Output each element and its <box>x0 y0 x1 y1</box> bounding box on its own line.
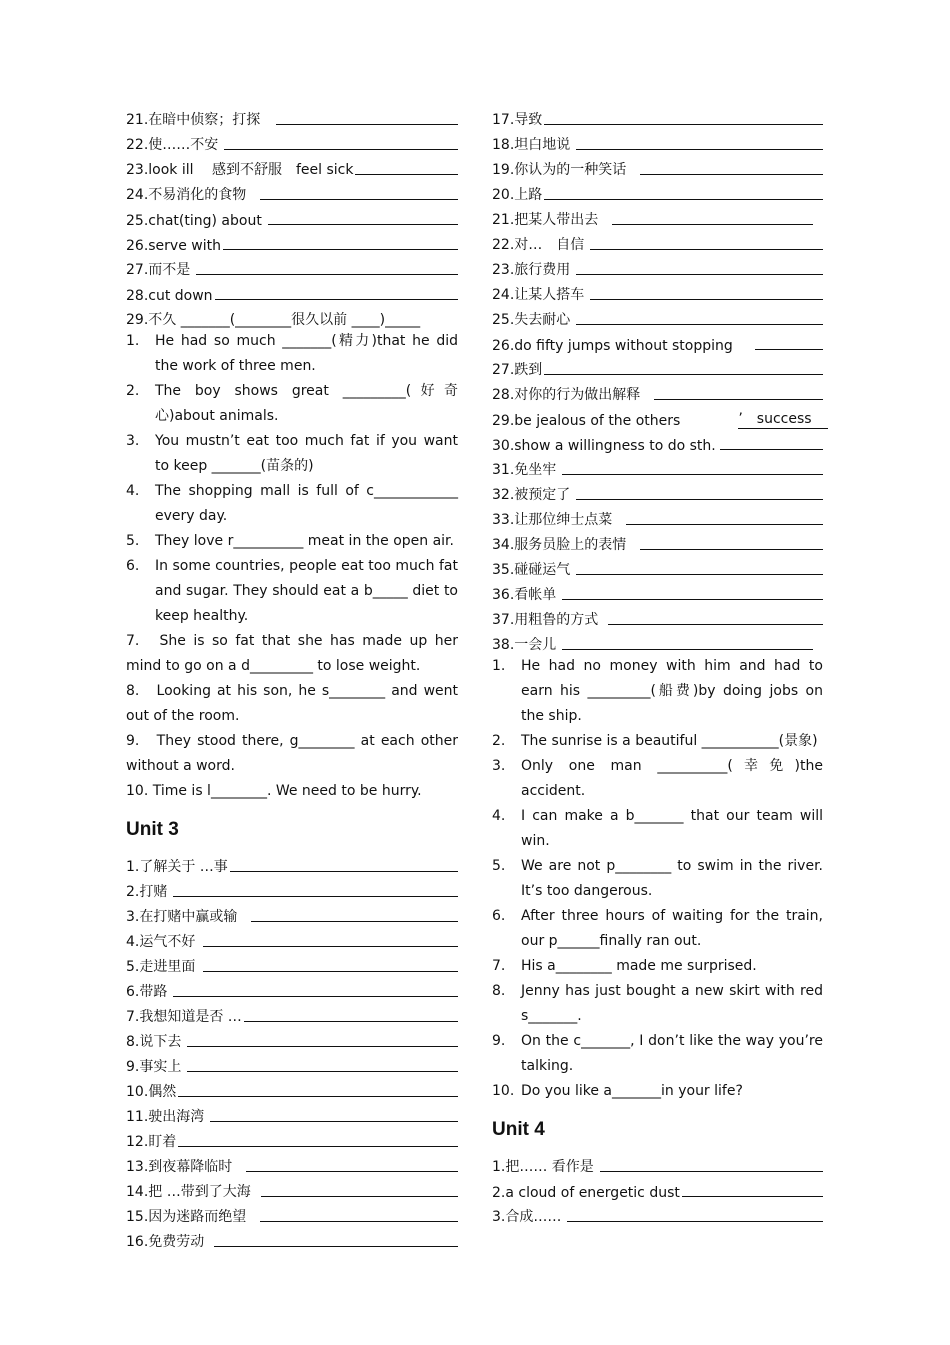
vocab-row <box>492 1176 823 1201</box>
vocab-phrase: 25.失去耐心 <box>492 312 571 328</box>
question-paragraph: 8. Looking at his son, he s________ and went out of the room. <box>126 683 458 724</box>
vocab-phrase: 36.看帐单 <box>492 587 557 603</box>
question-text: The boy shows great _________(好奇心)about animals. <box>155 383 458 424</box>
question-number: 4. <box>126 483 140 499</box>
vocab-phrase: 1.了解关于 …事 <box>126 859 228 875</box>
question-text: He had no money with him and had to earn his _________(船费)by doing jobs on the ship. <box>521 658 823 724</box>
answer-blank-line[interactable] <box>244 1021 458 1022</box>
vocab-row <box>126 254 458 279</box>
fill-in-questions-right <box>492 654 823 1104</box>
answer-blank-line[interactable] <box>562 649 813 650</box>
vocab-row-29 <box>492 404 823 429</box>
vocab-phrase: 13.到夜幕降临时 <box>126 1159 233 1175</box>
answer-blank-line[interactable] <box>178 1146 458 1147</box>
vocab-row <box>126 229 458 254</box>
question-item <box>492 854 823 904</box>
question-item <box>492 1029 823 1079</box>
vocab-phrase: 19.你认为的一种笑话 <box>492 162 627 178</box>
vocab-row <box>126 1001 458 1026</box>
answer-blank-line[interactable] <box>276 124 458 125</box>
vocab-row <box>492 129 823 154</box>
question-number: 5. <box>492 858 506 874</box>
vocab-row <box>492 454 823 479</box>
vocab-list-unit2-left <box>126 104 458 304</box>
fill-in-paragraphs-left <box>126 629 458 804</box>
vocab-row <box>492 104 823 129</box>
vocab-row <box>492 504 823 529</box>
question-item <box>492 654 823 729</box>
vocab-phrase: 15.因为迷路而绝望 <box>126 1209 247 1225</box>
vocab-row <box>492 304 823 329</box>
vocab-row <box>126 976 458 1001</box>
question-item <box>492 954 823 979</box>
answer-blank-line[interactable] <box>544 374 823 375</box>
question-number: 6. <box>126 558 140 574</box>
question-number: 5. <box>126 533 140 549</box>
vocab-row-30 <box>492 429 823 454</box>
vocab-row <box>126 1151 458 1176</box>
question-number: 10. <box>492 1083 515 1099</box>
vocab-phrase: 3.在打赌中赢或输 <box>126 909 238 925</box>
answer-blank-line[interactable] <box>567 1221 823 1222</box>
vocab-phrase: 37.用粗鲁的方式 <box>492 612 599 628</box>
question-number: 3. <box>492 758 506 774</box>
vocab-phrase: 26.do fifty jumps without stopping <box>492 338 733 354</box>
answer-blank-line[interactable] <box>203 971 458 972</box>
vocab-phrase: 16.免费劳动 <box>126 1234 205 1250</box>
vocab-row <box>126 1176 458 1201</box>
vocab-phrase: 2.打赌 <box>126 884 168 900</box>
answer-blank-line[interactable] <box>654 399 823 400</box>
vocab-row <box>492 604 823 629</box>
question-text: You mustn’t eat too much fat if you want to keep _______(苗条的) <box>155 433 458 474</box>
vocab-row <box>492 154 823 179</box>
vocab-phrase: 28.cut down <box>126 288 213 304</box>
vocab-row <box>126 129 458 154</box>
answer-blank-line[interactable] <box>260 1221 458 1222</box>
question-text: On the c_______, I don’t like the way you’re talking. <box>521 1033 823 1074</box>
left-column <box>126 104 458 1251</box>
answer-blank-line[interactable] <box>590 249 823 250</box>
vocab-row <box>492 579 823 604</box>
vocab-list-unit4 <box>492 1151 823 1226</box>
vocab-phrase: 29.不久 _______(________很久以前 ____)_____ <box>126 312 421 328</box>
vocab-row <box>492 204 823 229</box>
vocab-phrase: 24.让某人搭车 <box>492 287 585 303</box>
vocab-row-29 <box>126 304 458 329</box>
question-text: He had so much _______(精力)that he did the work of three men. <box>155 333 458 374</box>
answer-blank-line[interactable] <box>576 324 823 325</box>
vocab-phrase: 27.而不是 <box>126 262 191 278</box>
answer-blank-line[interactable] <box>196 274 458 275</box>
answer-blank-line[interactable] <box>544 124 823 125</box>
answer-blank-line[interactable] <box>214 1246 458 1247</box>
question-item <box>492 979 823 1029</box>
question-number: 7. <box>492 958 506 974</box>
fill-in-questions-left <box>126 329 458 629</box>
question-text: In some countries, people eat too much fat and sugar. They should eat a b_____ diet to keep healthy. <box>155 558 458 624</box>
vocab-row <box>492 1151 823 1176</box>
answer-blank-line[interactable] <box>576 149 823 150</box>
vocab-phrase: 4.运气不好 <box>126 934 196 950</box>
answer-blank-line[interactable] <box>224 149 458 150</box>
question-text: We are not p________ to swim in the river. It’s too dangerous. <box>521 858 823 899</box>
question-item <box>126 554 458 629</box>
vocab-row <box>126 154 458 179</box>
answer-blank-line[interactable] <box>608 624 823 625</box>
question-item <box>492 804 823 854</box>
vocab-phrase: 26.serve with <box>126 238 221 254</box>
vocab-phrase: 6.带路 <box>126 984 168 1000</box>
vocab-phrase: 22.对… 自信 <box>492 237 585 253</box>
vocab-row <box>126 204 458 229</box>
vocab-row <box>126 1076 458 1101</box>
question-number: 9. <box>492 1033 506 1049</box>
answer-blank-line[interactable] <box>612 224 813 225</box>
answer-blank-line[interactable] <box>268 224 458 225</box>
question-number: 6. <box>492 908 506 924</box>
answer-blank-line[interactable] <box>720 449 823 450</box>
vocab-list-unit2-right-2 <box>492 354 823 404</box>
vocab-phrase: 33.让那位绅士点菜 <box>492 512 613 528</box>
vocab-row <box>492 229 823 254</box>
answer-blank-line[interactable] <box>187 1046 458 1047</box>
vocab-phrase: 11.驶出海湾 <box>126 1109 205 1125</box>
question-text: Only one man __________(幸免)the accident. <box>521 758 823 799</box>
unit-3-heading: Unit 3 <box>126 819 179 840</box>
vocab-row <box>492 529 823 554</box>
question-item <box>492 754 823 804</box>
vocab-row <box>126 179 458 204</box>
answer-blank-line[interactable] <box>576 274 823 275</box>
vocab-phrase: 12.盯着 <box>126 1134 177 1150</box>
answer-blank-line[interactable] <box>251 921 458 922</box>
question-item <box>492 1079 823 1104</box>
question-item <box>126 479 458 529</box>
question-item <box>126 329 458 379</box>
question-text: His a________ made me surprised. <box>521 958 757 974</box>
answer-blank-line[interactable] <box>562 474 823 475</box>
vocab-row <box>492 629 823 654</box>
vocab-phrase: 14.把 …带到了大海 <box>126 1184 251 1200</box>
answer-blank-line[interactable] <box>355 174 458 175</box>
answer-blank-line[interactable] <box>562 599 823 600</box>
question-paragraph: 10. Time is l________. We need to be hurry. <box>126 783 422 799</box>
vocab-phrase: 20.上路 <box>492 187 543 203</box>
answer-blank-line[interactable] <box>215 299 458 300</box>
answer-blank-line[interactable] <box>755 349 823 350</box>
vocab-phrase: 5.走进里面 <box>126 959 196 975</box>
vocab-row <box>126 926 458 951</box>
question-item <box>492 904 823 954</box>
vocab-phrase: 7.我想知道是否 … <box>126 1009 242 1025</box>
vocab-row <box>126 1051 458 1076</box>
answer-blank-line[interactable] <box>682 1196 823 1197</box>
vocab-phrase: 27.跌到 <box>492 362 543 378</box>
vocab-phrase: 8.说下去 <box>126 1034 182 1050</box>
question-text: I can make a b_______ that our team will win. <box>521 808 823 849</box>
question-number: 1. <box>492 658 506 674</box>
vocab-phrase: 1.把…… 看作是 <box>492 1159 594 1175</box>
question-paragraph: 9. They stood there, g________ at each other without a word. <box>126 733 458 774</box>
question-paragraph: 7. She is so fat that she has made up her mind to go on a d_________ to lose weight. <box>126 633 458 674</box>
answer-blank-line[interactable] <box>576 574 823 575</box>
vocab-phrase: 28.对你的行为做出解释 <box>492 387 641 403</box>
vocab-row <box>126 851 458 876</box>
vocab-row-26 <box>492 329 823 354</box>
question-item <box>126 429 458 479</box>
vocab-row <box>126 1026 458 1051</box>
answer-blank-line[interactable] <box>178 1096 458 1097</box>
vocab-phrase: 34.服务员脸上的表情 <box>492 537 627 553</box>
answer-blank-line[interactable] <box>246 1171 458 1172</box>
vocab-row <box>492 379 823 404</box>
vocab-row <box>126 1226 458 1251</box>
answer-blank-line[interactable] <box>203 946 458 947</box>
answer-blank-line[interactable] <box>544 199 823 200</box>
question-text: They love r__________ meat in the open air. <box>155 533 454 549</box>
vocab-row <box>492 1201 823 1226</box>
vocab-phrase: 29.be jealous of the others <box>492 413 681 429</box>
vocab-list-unit2-right-3 <box>492 454 823 654</box>
vocab-row <box>126 951 458 976</box>
vocab-phrase: 24.不易消化的食物 <box>126 187 247 203</box>
vocab-phrase: 17.导致 <box>492 112 543 128</box>
answer-blank-line[interactable] <box>640 174 823 175</box>
vocab-row <box>126 1126 458 1151</box>
vocab-phrase: 9.事实上 <box>126 1059 182 1075</box>
unit-4-heading: Unit 4 <box>492 1119 545 1140</box>
vocab-phrase: 23.旅行费用 <box>492 262 571 278</box>
vocab-row <box>126 1201 458 1226</box>
vocab-phrase: 35.碰碰运气 <box>492 562 571 578</box>
answer-blank-line[interactable] <box>576 499 823 500</box>
question-number: 4. <box>492 808 506 824</box>
vocab-row <box>126 279 458 304</box>
vocab-row <box>126 104 458 129</box>
question-text: The sunrise is a beautiful ___________(景象) <box>521 733 818 749</box>
vocab-phrase: 31.免坐牢 <box>492 462 557 478</box>
question-text: Jenny has just bought a new skirt with red s_______. <box>521 983 823 1024</box>
vocab-row <box>492 479 823 504</box>
answer-blank-line[interactable] <box>600 1171 823 1172</box>
question-number: 1. <box>126 333 140 349</box>
answer-blank-with-text[interactable]: ’ success <box>738 408 827 429</box>
vocab-list-unit2-right <box>492 104 823 329</box>
question-item <box>126 529 458 554</box>
vocab-phrase: 2.a cloud of energetic dust <box>492 1185 680 1201</box>
vocab-row <box>126 876 458 901</box>
question-item <box>126 379 458 429</box>
answer-blank-line[interactable] <box>590 299 823 300</box>
answer-blank-line[interactable] <box>210 1121 458 1122</box>
vocab-phrase: 25.chat(ting) about <box>126 213 262 229</box>
vocab-phrase: 22.使……不安 <box>126 137 219 153</box>
vocab-phrase: 3.合成…… <box>492 1209 562 1225</box>
answer-blank-line[interactable] <box>230 871 458 872</box>
vocab-row <box>126 901 458 926</box>
vocab-row <box>492 554 823 579</box>
vocab-phrase: 21.把某人带出去 <box>492 212 599 228</box>
vocab-row <box>126 1101 458 1126</box>
vocab-phrase: 30.show a willingness to do sth. <box>492 438 716 454</box>
answer-blank-line[interactable] <box>187 1071 458 1072</box>
question-text: After three hours of waiting for the train, our p______finally ran out. <box>521 908 823 949</box>
vocab-phrase: 18.坦白地说 <box>492 137 571 153</box>
question-number: 2. <box>492 733 506 749</box>
vocab-phrase: 38.一会儿 <box>492 637 557 653</box>
vocab-phrase: 32.被预定了 <box>492 487 571 503</box>
question-number: 2. <box>126 383 140 399</box>
question-number: 8. <box>492 983 506 999</box>
question-item <box>492 729 823 754</box>
vocab-phrase: 23.look ill 感到不舒服 feel sick <box>126 162 354 178</box>
vocab-list-unit3 <box>126 851 458 1251</box>
answer-blank-line[interactable] <box>261 1196 458 1197</box>
right-column <box>492 104 823 1226</box>
answer-blank-line[interactable] <box>223 249 458 250</box>
answer-blank-line[interactable] <box>173 996 458 997</box>
answer-blank-line[interactable] <box>260 199 458 200</box>
question-number: 3. <box>126 433 140 449</box>
question-text: The shopping mall is full of c____________ every day. <box>155 483 458 524</box>
answer-blank-line[interactable] <box>626 524 823 525</box>
vocab-phrase: 21.在暗中侦察；打探 <box>126 112 261 128</box>
question-text: Do you like a_______in your life? <box>521 1083 743 1099</box>
vocab-row <box>492 279 823 304</box>
vocab-phrase: 10.偶然 <box>126 1084 177 1100</box>
vocab-row <box>492 254 823 279</box>
vocab-row <box>492 179 823 204</box>
vocab-row <box>492 354 823 379</box>
answer-blank-line[interactable] <box>640 549 823 550</box>
answer-blank-line[interactable] <box>173 896 458 897</box>
